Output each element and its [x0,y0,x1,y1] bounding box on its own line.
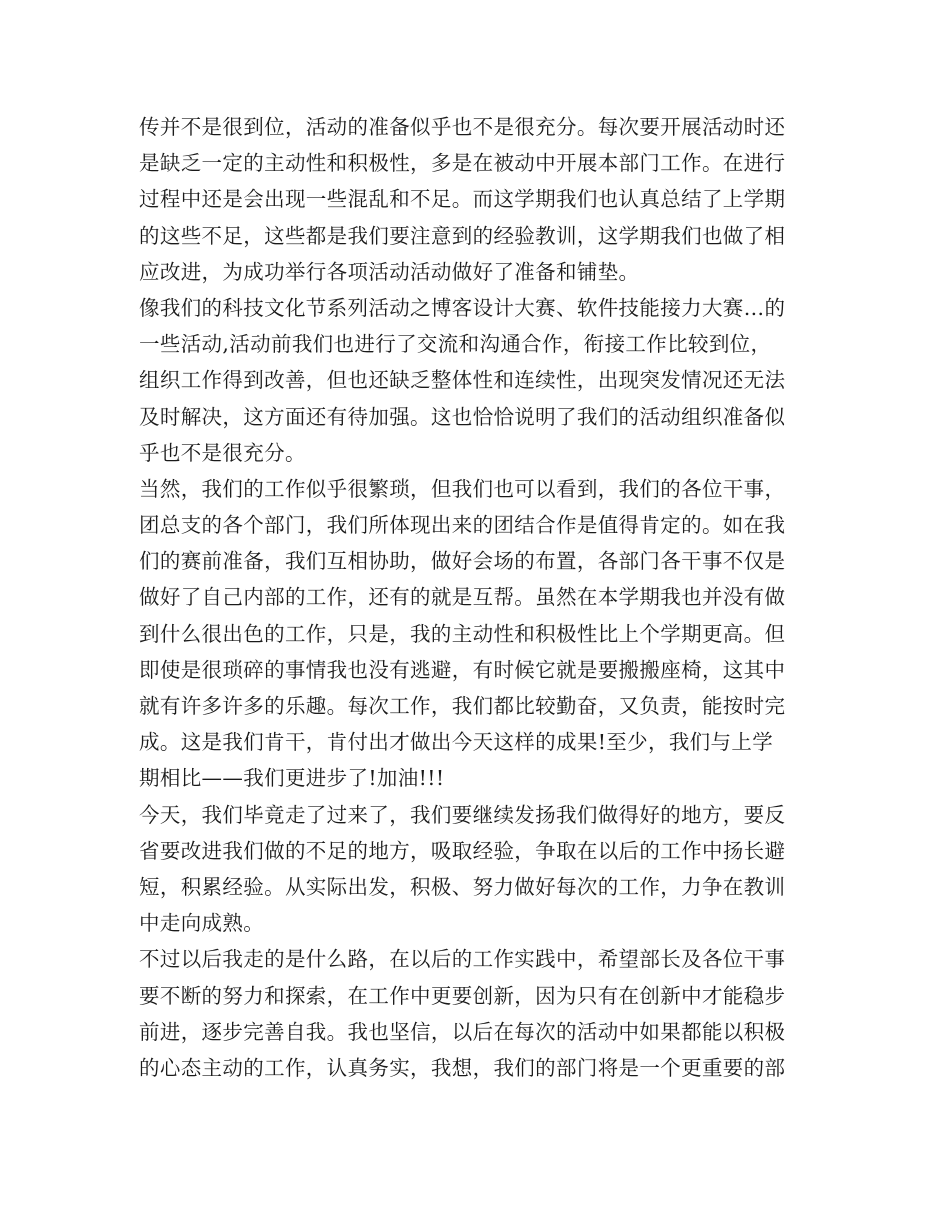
text-line: 就有许多许多的乐趣。每次工作，我们都比较勤奋，又负责，能按时完 [139,694,786,718]
text-line: 即使是很琐碎的事情我也没有逃避，有时候它就是要搬搬座椅，这其中 [139,657,786,682]
text-line: 一些活动,活动前我们也进行了交流和沟通合作，衔接工作比较到位， [139,332,772,357]
text-line: 们的赛前准备，我们互相协助，做好会场的布置，各部门各干事不仅是 [139,549,786,574]
text-line: 像我们的科技文化节系列活动之博客设计大赛、软件技能接力大赛…的 [139,295,786,320]
text-line: 当然，我们的工作似乎很繁琐，但我们也可以看到，我们的各位干事， [139,476,786,501]
body-text [139,109,819,1086]
text-line: 前进，逐步完善自我。我也坚信，以后在每次的活动中如果都能以积极 [139,1019,786,1044]
text-line: 成。这是我们肯干，肯付出才做出今天这样的成果!至少，我们与上学 [139,730,774,755]
text-line: 中走向成熟。 [139,911,265,936]
text-line: 过程中还是会出现一些混乱和不足。而这学期我们也认真总结了上学期 [139,187,786,212]
text-line: 要不断的努力和探索，在工作中更要创新，因为只有在创新中才能稳步 [139,983,786,1008]
text-line: 的这些不足，这些都是我们要注意到的经验教训，这学期我们也做了相 [139,223,786,248]
text-line: 及时解决，这方面还有待加强。这也恰恰说明了我们的活动组织准备似 [139,404,786,429]
text-line: 短，积累经验。从实际出发，积极、努力做好每次的工作，力争在教训 [139,874,786,899]
text-line: 乎也不是很充分。 [139,440,306,465]
text-line: 团总支的各个部门，我们所体现出来的团结合作是值得肯定的。如在我 [139,513,786,538]
text-line: 不过以后我走的是什么路，在以后的工作实践中，希望部长及各位干事 [139,947,786,972]
text-line: 的心态主动的工作，认真务实，我想，我们的部门将是一个更重要的部 [139,1055,786,1080]
text-line: 传并不是很到位，活动的准备似乎也不是很充分。每次要开展活动时还 [139,115,786,139]
text-line: 期相比——我们更进步了!加油!!! [139,766,445,791]
text-line: 做好了自己内部的工作，还有的就是互帮。虽然在本学期我也并没有做 [139,585,786,610]
text-line: 今天，我们毕竟走了过来了，我们要继续发扬我们做得好的地方，要反 [139,802,786,827]
text-line: 到什么很出色的工作，只是，我的主动性和积极性比上个学期更高。但 [139,621,786,646]
text-line: 应改进，为成功举行各项活动活动做好了准备和铺垫。 [139,259,640,284]
text-line: 是缺乏一定的主动性和积极性，多是在被动中开展本部门工作。在进行 [139,151,786,176]
text-line: 省要改进我们做的不足的地方，吸取经验，争取在以后的工作中扬长避 [139,838,786,863]
text-line: 组织工作得到改善，但也还缺乏整体性和连续性，出现突发情况还无法 [139,368,786,393]
